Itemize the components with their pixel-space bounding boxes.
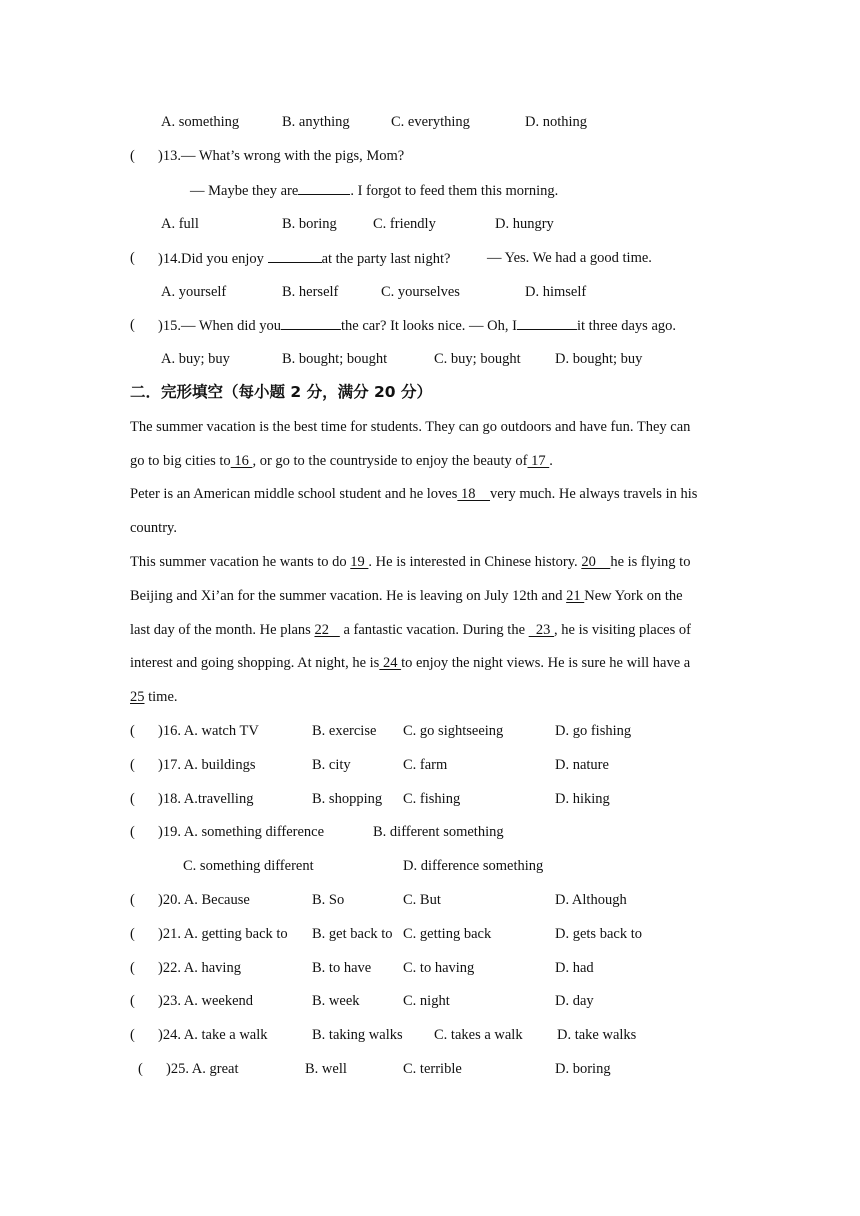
- question-18-d: D. hiking: [555, 791, 610, 807]
- q13-paren: (: [130, 148, 135, 164]
- q14-reply: — Yes. We had a good time.: [487, 250, 652, 266]
- blank-23: 23: [528, 622, 555, 638]
- q15-option-d: D. bought; buy: [555, 351, 643, 367]
- q15-option-a: A. buy; buy: [161, 351, 230, 367]
- answer-blank: [517, 316, 577, 330]
- passage-line-9: 25 time.: [130, 689, 178, 705]
- question-paren: (: [130, 791, 135, 807]
- blank-20: 20: [581, 554, 611, 570]
- question-21-d: D. gets back to: [555, 926, 642, 942]
- blank-18: 18: [457, 486, 491, 502]
- question-23-b: B. week: [312, 993, 360, 1009]
- passage-line-8: interest and going shopping. At night, he is 24 to enjoy the night views. He is sure he will have a: [130, 655, 691, 671]
- blank-24: 24: [379, 655, 402, 671]
- q15-option-b: B. bought; bought: [282, 351, 388, 367]
- q14-paren: (: [130, 250, 135, 266]
- blank-25: 25: [130, 689, 145, 705]
- question-21-c: C. getting back: [403, 926, 492, 942]
- question-20-c: C. But: [403, 892, 441, 908]
- question-paren: (: [130, 1027, 135, 1043]
- question-17-c: C. farm: [403, 757, 448, 773]
- question-paren: (: [130, 960, 135, 976]
- q14-option-c: C. yourselves: [381, 284, 460, 300]
- blank-22: 22: [314, 622, 340, 638]
- answer-blank: [268, 249, 322, 263]
- passage-line-7: last day of the month. He plans 22 a fantastic vacation. During the 23 , he is visiting places of: [130, 622, 691, 638]
- question-16-b: B. exercise: [312, 723, 377, 739]
- question-20-a: )20. A. Because: [158, 892, 250, 908]
- question-24-a: )24. A. take a walk: [158, 1027, 268, 1043]
- blank-17: 17: [527, 453, 550, 469]
- question-24-d: D. take walks: [557, 1027, 637, 1043]
- passage-line-6: Beijing and Xi’an for the summer vacation. He is leaving on July 12th and 21 New York on the: [130, 588, 683, 604]
- answer-blank: [298, 181, 350, 195]
- question-paren: (: [130, 824, 135, 840]
- passage-line-4: country.: [130, 520, 177, 536]
- question-22-a: )22. A. having: [158, 960, 241, 976]
- q12-option-a: A. something: [161, 114, 240, 130]
- q15-stem: )15.— When did you the car? It looks nice. — Oh, I it three days ago.: [158, 318, 677, 334]
- question-23-a: )23. A. weekend: [158, 993, 254, 1009]
- q14-option-d: D. himself: [525, 284, 587, 300]
- passage-line-2: go to big cities to 16 , or go to the countryside to enjoy the beauty of 17 .: [130, 453, 553, 469]
- question-19-a: )19. A. something difference: [158, 824, 325, 840]
- question-paren: (: [130, 926, 135, 942]
- question-21-b: B. get back to: [312, 926, 393, 942]
- passage-line-1: The summer vacation is the best time for students. They can go outdoors and have fun. They can: [130, 419, 691, 435]
- question-paren: (: [130, 892, 135, 908]
- question-24-c: C. takes a walk: [434, 1027, 523, 1043]
- question-paren: (: [130, 723, 135, 739]
- q13-option-d: D. hungry: [495, 216, 554, 232]
- q14-option-b: B. herself: [282, 284, 339, 300]
- question-19-b: B. different something: [373, 824, 504, 840]
- question-19-d: D. difference something: [403, 858, 544, 874]
- question-25-c: C. terrible: [403, 1061, 462, 1077]
- question-25-d: D. boring: [555, 1061, 611, 1077]
- question-23-d: D. day: [555, 993, 594, 1009]
- q13-option-b: B. boring: [282, 216, 337, 232]
- answer-blank: [281, 316, 341, 330]
- question-17-d: D. nature: [555, 757, 609, 773]
- question-18-a: )18. A.travelling: [158, 791, 254, 807]
- q15-paren: (: [130, 317, 135, 333]
- question-20-b: B. So: [312, 892, 345, 908]
- q14-stem: )14.Did you enjoy at the party last night?: [158, 251, 451, 267]
- q13-option-c: C. friendly: [373, 216, 436, 232]
- question-18-b: B. shopping: [312, 791, 383, 807]
- question-20-d: D. Although: [555, 892, 627, 908]
- q13-reply: — Maybe they are . I forgot to feed them this morning.: [190, 183, 559, 199]
- question-16-d: D. go fishing: [555, 723, 632, 739]
- q15-option-c: C. buy; bought: [434, 351, 521, 367]
- q12-option-c: C. everything: [391, 114, 470, 130]
- question-22-b: B. to have: [312, 960, 372, 976]
- passage-line-5: This summer vacation he wants to do 19 . He is interested in Chinese history. 20 he is flying to: [130, 554, 691, 570]
- question-25-a: )25. A. great: [166, 1061, 239, 1077]
- question-17-a: )17. A. buildings: [158, 757, 256, 773]
- question-19-c: C. something different: [183, 858, 314, 874]
- q12-option-b: B. anything: [282, 114, 350, 130]
- question-22-c: C. to having: [403, 960, 475, 976]
- q12-option-d: D. nothing: [525, 114, 588, 130]
- question-paren: (: [138, 1061, 143, 1077]
- question-23-c: C. night: [403, 993, 450, 1009]
- question-25-b: B. well: [305, 1061, 347, 1077]
- question-18-c: C. fishing: [403, 791, 461, 807]
- question-16-c: C. go sightseeing: [403, 723, 504, 739]
- question-17-b: B. city: [312, 757, 351, 773]
- question-24-b: B. taking walks: [312, 1027, 403, 1043]
- q13-option-a: A. full: [161, 216, 199, 232]
- question-21-a: )21. A. getting back to: [158, 926, 288, 942]
- q13-stem: )13.— What’s wrong with the pigs, Mom?: [158, 148, 405, 164]
- question-paren: (: [130, 993, 135, 1009]
- blank-19: 19: [350, 554, 369, 570]
- question-16-a: )16. A. watch TV: [158, 723, 259, 739]
- passage-line-3: Peter is an American middle school student and he loves 18 very much. He always travels in his: [130, 486, 698, 502]
- blank-21: 21: [566, 588, 585, 604]
- section-heading: 二．完形填空（每小题 2 分，满分 20 分）: [130, 383, 432, 401]
- question-22-d: D. had: [555, 960, 594, 976]
- q14-option-a: A. yourself: [161, 284, 227, 300]
- blank-16: 16: [230, 453, 253, 469]
- question-paren: (: [130, 757, 135, 773]
